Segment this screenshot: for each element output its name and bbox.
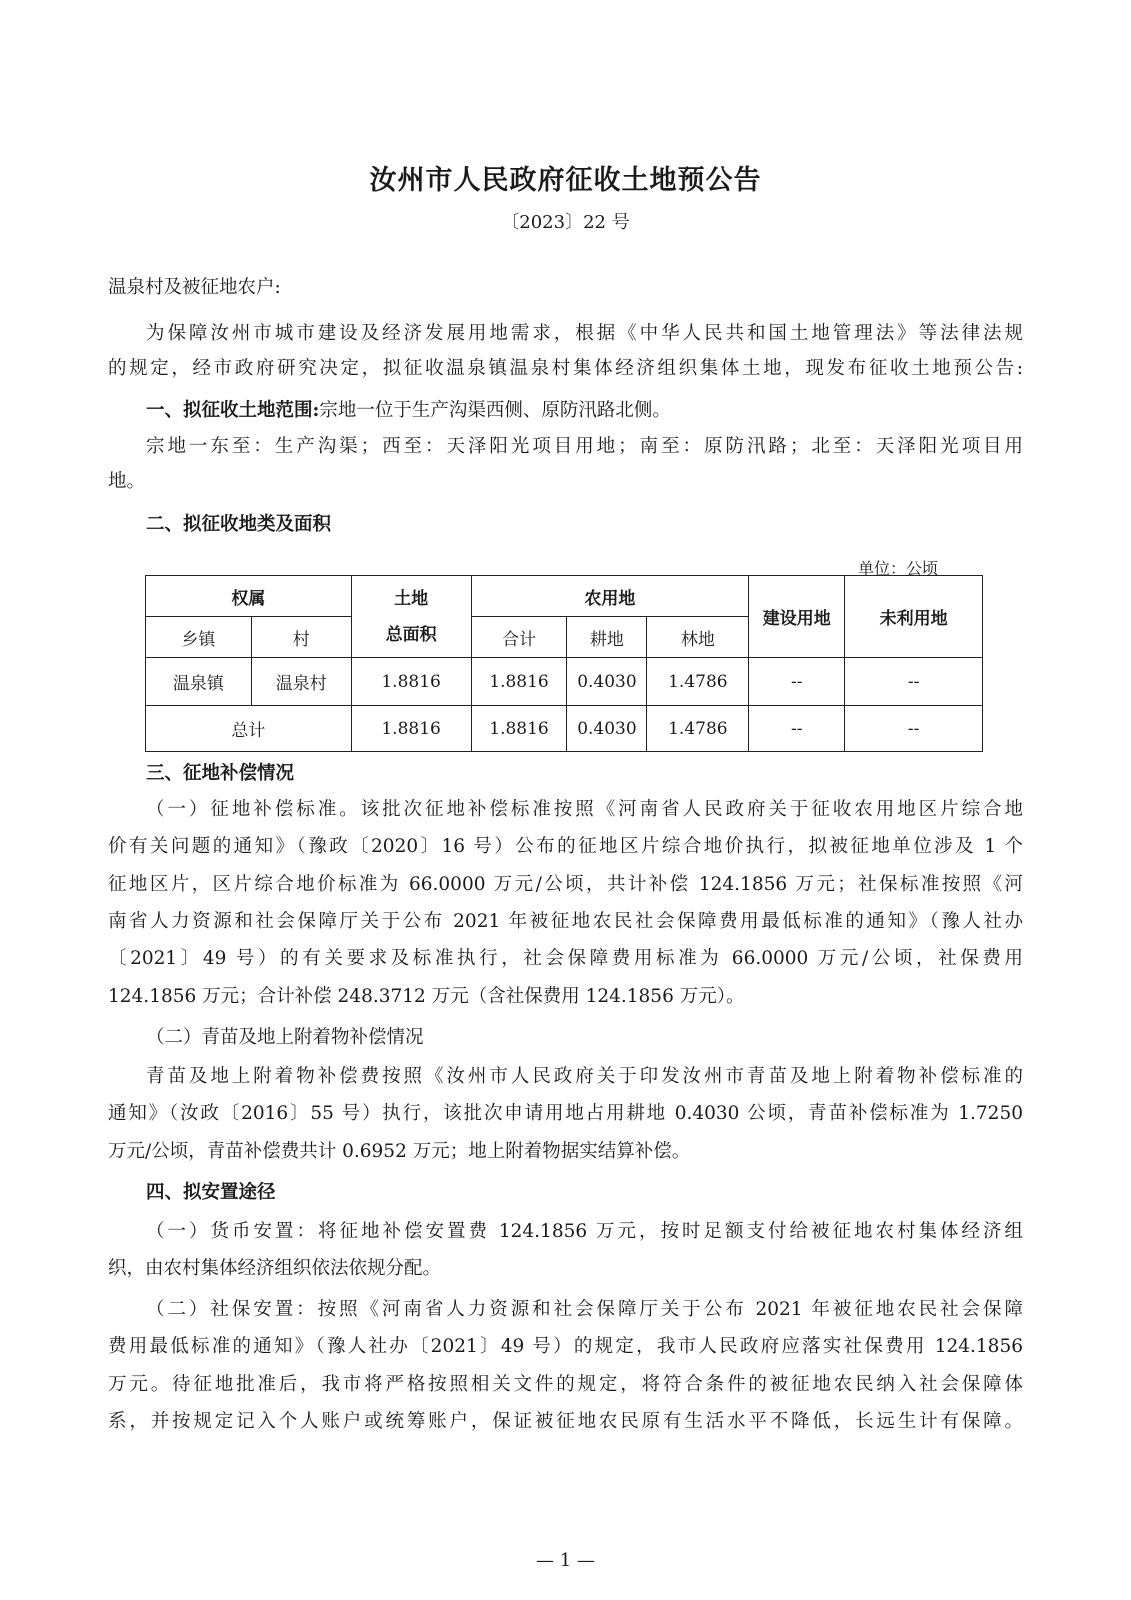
- section-3-2-line-2: 通知》（汝政〔2016〕55 号）执行，该批次申请用地占用耕地 0.4030 公顷，青苗补偿标准为 1.7250: [108, 1103, 1023, 1124]
- section-1-boundary-line-1: 宗地一东至：生产沟渠；西至：天泽阳光项目用地；南至：原防汛路；北至：天泽阳光项目用: [146, 436, 1023, 457]
- section-3-1-line-6: 124.1856 万元；合计补偿 248.3712 万元（含社保费用 124.1856 万元）。: [108, 986, 745, 1007]
- section-3-2-heading: （二）青苗及地上附着物补偿情况: [146, 1027, 424, 1048]
- intro-line-2: 的规定，经市政府研究决定，拟征收温泉镇温泉村集体经济组织集体土地，现发布征收土地预公告:: [108, 358, 1023, 379]
- header-ownership: 权属: [146, 576, 352, 617]
- section-4-heading: 四、拟安置途径: [146, 1182, 276, 1203]
- row2-total: 1.8816: [351, 706, 471, 752]
- row2-forest: 1.4786: [647, 706, 749, 752]
- land-area-table: [145, 575, 983, 752]
- section-1: [146, 394, 1023, 428]
- section-4-2-line-4: 系，并按规定记入个人账户或统筹账户，保证被征地农民原有生活水平不降低，长远生计有保障。: [108, 1411, 1023, 1432]
- section-4-1-line-2: 织，由农村集体经济组织依法依规分配。: [108, 1258, 442, 1279]
- header-arable: 耕地: [567, 617, 647, 658]
- header-construction: 建设用地: [749, 576, 845, 658]
- section-3-1-line-3: 征地区片，区片综合地价标准为 66.0000 万元/公顷，共计补偿 124.1856 万元；社保标准按照《河: [108, 874, 1023, 895]
- section-3-1-line-1: （一）征地补偿标准。该批次征地补偿标准按照《河南省人民政府关于征收农用地区片综合地: [146, 799, 1023, 820]
- row1-village: 温泉村: [251, 658, 351, 706]
- section-3-1-line-2: 价有关问题的通知》（豫政〔2020〕16 号）公布的征地区片综合地价执行，拟被征地单位涉及 1 个: [108, 836, 1023, 857]
- intro-line-1: 为保障汝州市城市建设及经济发展用地需求，根据《中华人民共和国土地管理法》等法律法规: [146, 323, 1023, 344]
- section-4-2-line-1: （二）社保安置：按照《河南省人力资源和社会保障厅关于公布 2021 年被征地农民社会保障: [146, 1299, 1023, 1320]
- row2-arable: 0.4030: [567, 706, 647, 752]
- section-1-heading: 一、拟征收土地范围:: [146, 400, 320, 421]
- section-3-heading: 三、征地补偿情况: [146, 763, 295, 784]
- section-1-text: 宗地一位于生产沟渠西侧、原防汛路北侧。: [319, 400, 671, 421]
- section-3-2-line-3: 万元/公顷，青苗补偿费共计 0.6952 万元；地上附着物据实结算补偿。: [108, 1141, 691, 1162]
- section-3-1-line-4: 南省人力资源和社会保障厅关于公布 2021 年被征地农民社会保障费用最低标准的通知》（豫人社办: [108, 911, 1023, 932]
- salutation: 温泉村及被征地农户:: [108, 277, 281, 298]
- section-4-2-line-3: 万元。待征地批准后，我市将严格按照相关文件的规定，将符合条件的被征地农民纳入社会保障体: [108, 1374, 1023, 1395]
- row1-town: 温泉镇: [146, 658, 252, 706]
- row1-sum: 1.8816: [471, 658, 567, 706]
- header-land-total-line-1: 土地: [394, 588, 429, 609]
- section-3-2-line-1: 青苗及地上附着物补偿费按照《汝州市人民政府关于印发汝州市青苗及地上附着物补偿标准的: [146, 1066, 1023, 1087]
- row1-total: 1.8816: [351, 658, 471, 706]
- row1-unused: --: [845, 658, 983, 706]
- header-forest: 林地: [647, 617, 749, 658]
- section-3-1-line-5: 〔2021〕49 号）的有关要求及标准执行，社会保障费用标准为 66.0000 万元/公顷，社保费用: [108, 948, 1023, 969]
- row1-arable: 0.4030: [567, 658, 647, 706]
- section-4-2-line-2: 费用最低标准的通知》（豫人社办〔2021〕49 号）的规定，我市人民政府应落实社保费用 124.1856: [108, 1336, 1023, 1357]
- header-land-total-line-2: 总面积: [385, 624, 437, 645]
- section-4-1-line-1: （一）货币安置：将征地补偿安置费 124.1856 万元，按时足额支付给被征地农村集体经济组: [146, 1221, 1023, 1242]
- header-sum: 合计: [471, 617, 567, 658]
- page-number: — 1 —: [536, 1550, 595, 1571]
- row2-unused: --: [845, 706, 983, 752]
- unit-label: 单位：公顷: [858, 559, 939, 578]
- header-land-total: [351, 576, 471, 658]
- section-1-boundary-line-2: 地。: [108, 471, 146, 492]
- document-number: 〔2023〕22 号: [501, 212, 630, 233]
- row2-label: 总计: [146, 706, 352, 752]
- row1-construction: --: [749, 658, 845, 706]
- header-village: 村: [251, 617, 351, 658]
- row1-forest: 1.4786: [647, 658, 749, 706]
- row2-construction: --: [749, 706, 845, 752]
- header-town: 乡镇: [146, 617, 252, 658]
- row2-sum: 1.8816: [471, 706, 567, 752]
- section-2-heading: 二、拟征收地类及面积: [146, 514, 332, 535]
- header-unused: 未利用地: [845, 576, 983, 658]
- document-title: 汝州市人民政府征收土地预公告: [369, 165, 762, 196]
- header-agricultural: 农用地: [471, 576, 749, 617]
